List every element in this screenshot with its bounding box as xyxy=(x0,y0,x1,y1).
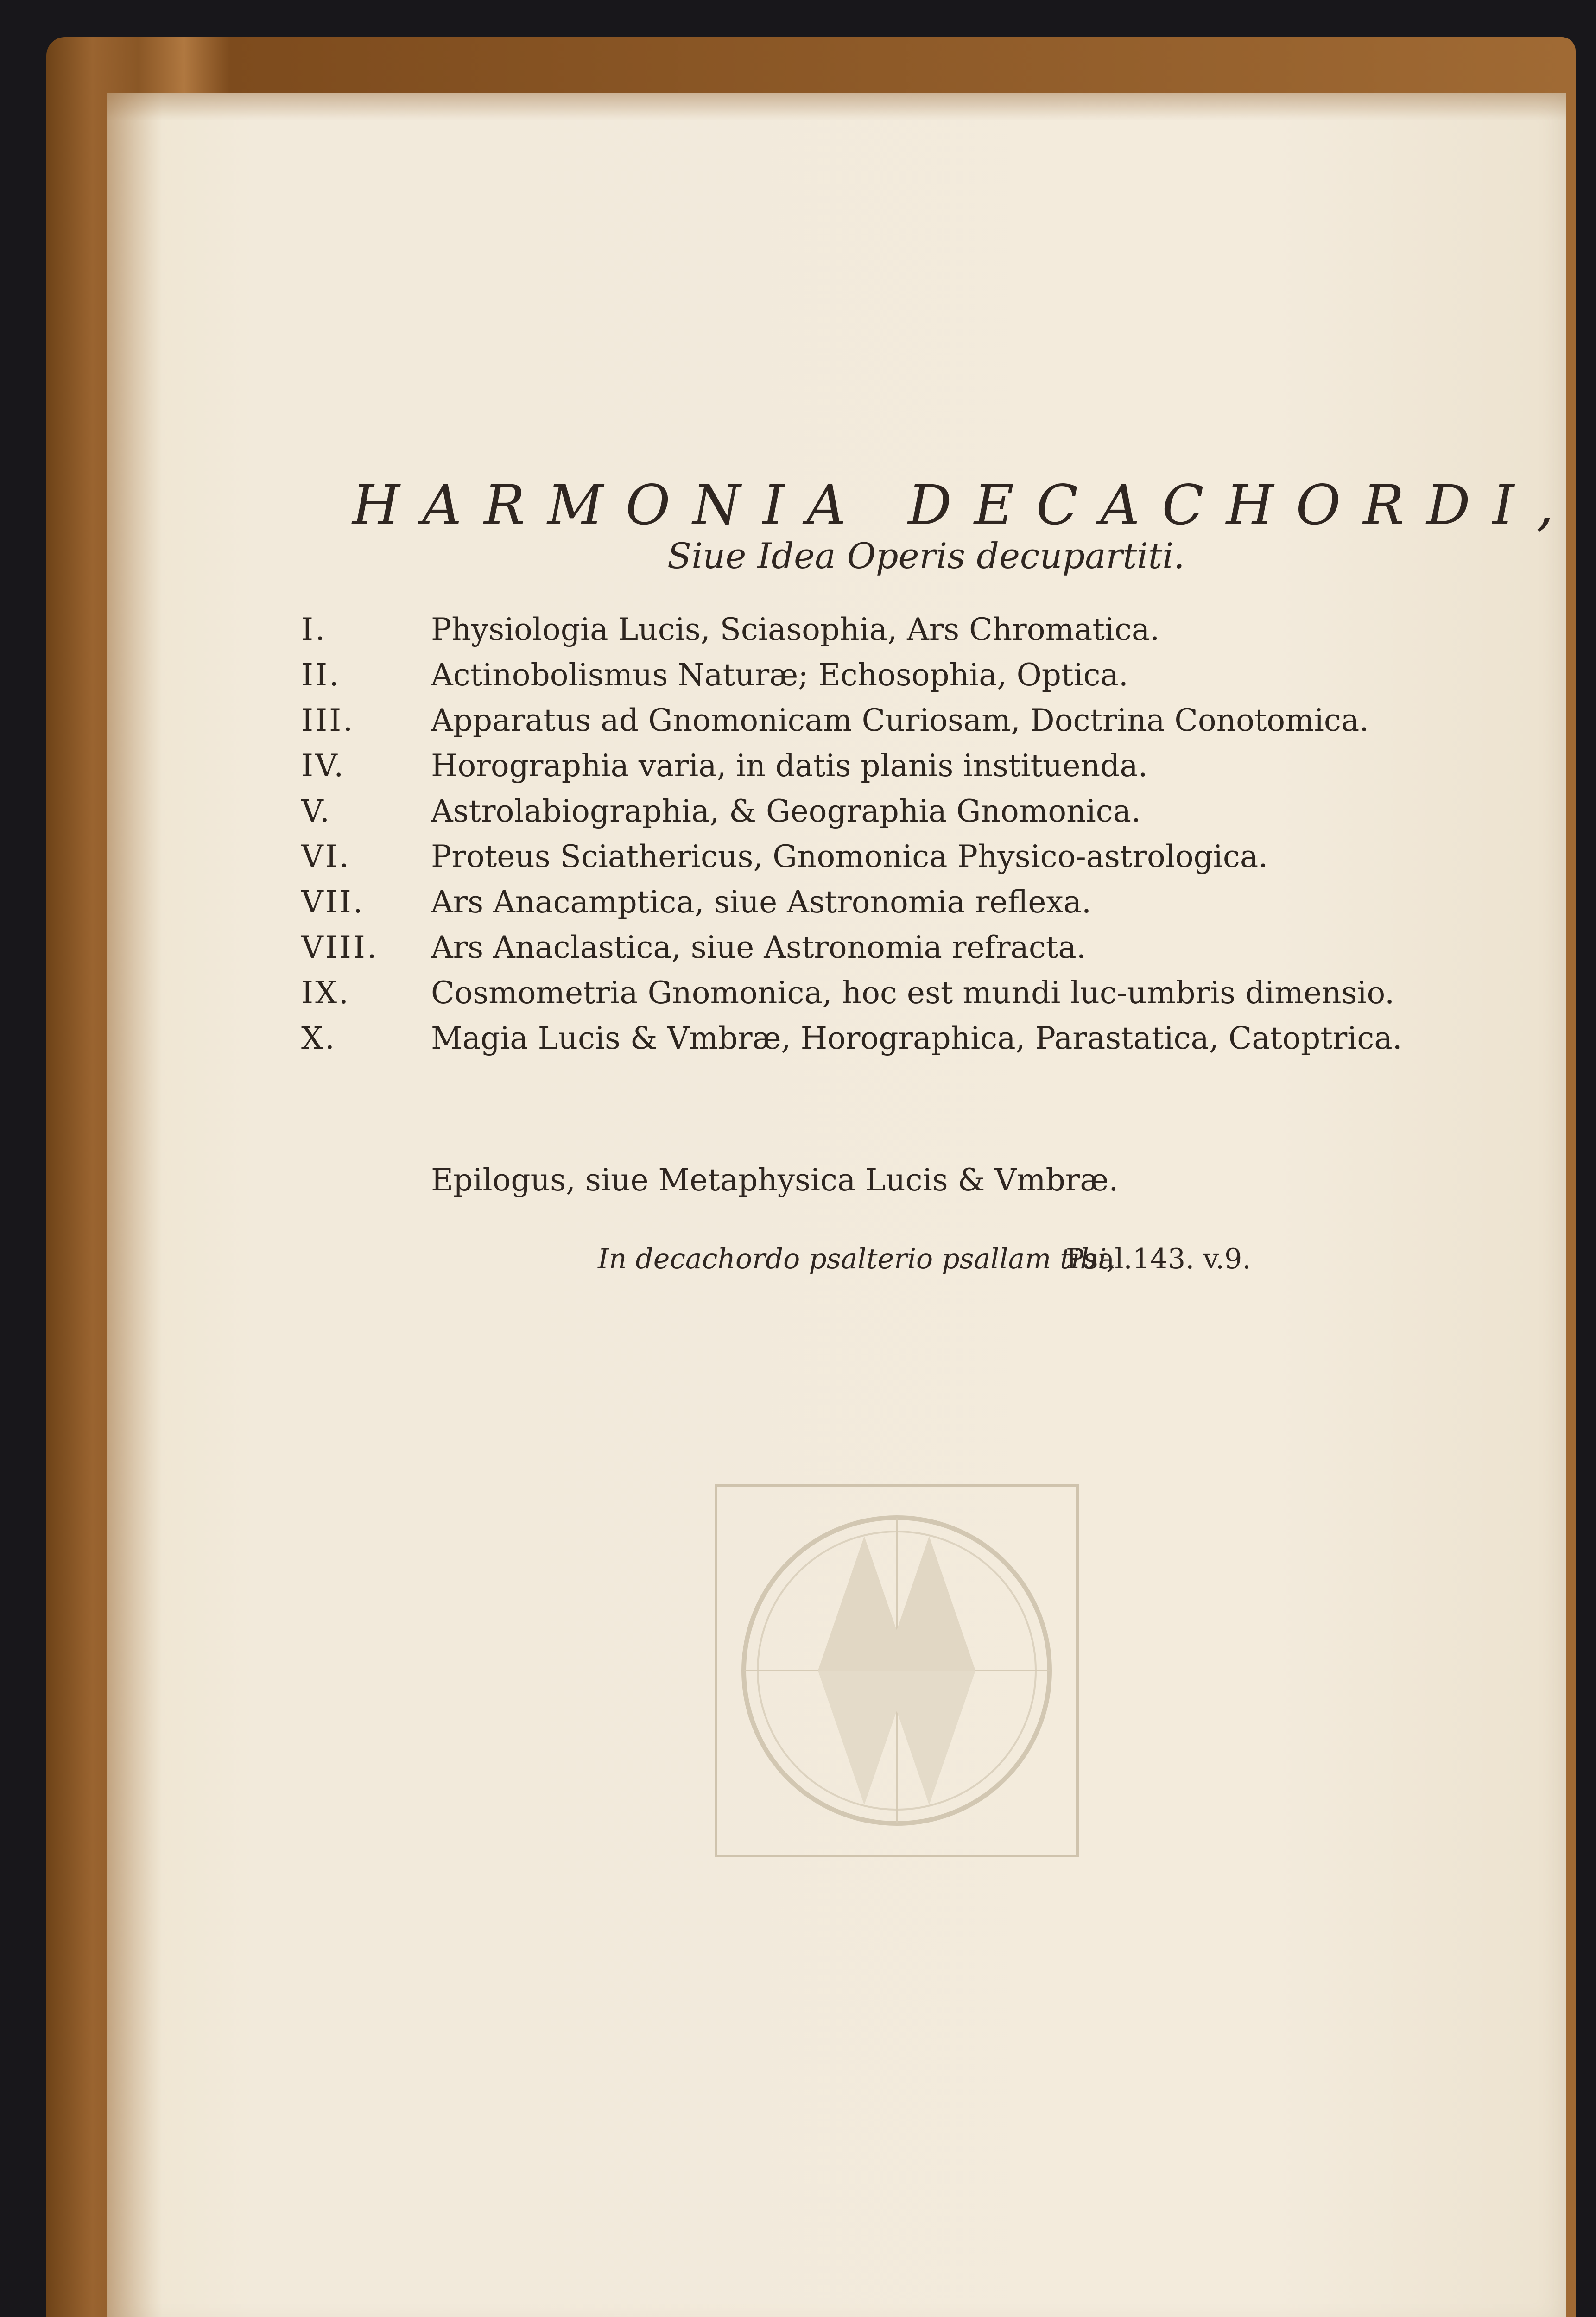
contents-row xyxy=(301,743,1506,789)
book-numeral: II. xyxy=(301,657,341,693)
contents-row xyxy=(301,880,1506,925)
contents-row xyxy=(301,925,1506,970)
book-numeral: IX. xyxy=(301,975,351,1011)
contents-list xyxy=(301,607,1506,1061)
book-title: Physiologia Lucis, Sciasophia, Ars Chromatica. xyxy=(431,612,1160,647)
book-numeral: IV. xyxy=(301,748,346,784)
book-title: Astrolabiographia, & Geographia Gnomonica. xyxy=(431,793,1141,829)
page-left-edge-shadow xyxy=(107,93,162,2317)
contents-row xyxy=(301,698,1506,743)
book-title: Actinobolismus Naturæ; Echosophia, Optica. xyxy=(431,657,1128,693)
book-title: Magia Lucis & Vmbræ, Horographica, Parastatica, Catoptrica. xyxy=(431,1020,1402,1056)
motto-line: In decachordo psalterio psallam tibi, xyxy=(598,1243,1116,1275)
psalm-reference: Psal.143. v.9. xyxy=(1066,1243,1251,1275)
contents-row xyxy=(301,1016,1506,1061)
book-numeral: X. xyxy=(301,1020,336,1056)
book-title: Proteus Sciathericus, Gnomonica Physico-astrologica. xyxy=(431,839,1268,874)
book-title: Ars Anacamptica, siue Astronomia reflexa. xyxy=(431,884,1091,920)
book-numeral: I. xyxy=(301,612,327,647)
contents-row xyxy=(301,652,1506,698)
book-title: Apparatus ad Gnomonicam Curiosam, Doctrina Conotomica. xyxy=(431,703,1369,738)
book-title: Ars Anaclastica, siue Astronomia refracta. xyxy=(431,930,1086,965)
page-title: HARMONIA DECACHORDI, xyxy=(352,473,1576,537)
page-subtitle: Siue Idea Operis decupartiti. xyxy=(667,535,1185,576)
book-page xyxy=(107,93,1576,2317)
book-title: Horographia varia, in datis planis instituenda. xyxy=(431,748,1148,784)
contents-row xyxy=(301,789,1506,834)
contents-row xyxy=(301,607,1506,652)
book-title: Cosmometria Gnomonica, hoc est mundi luc-umbris dimensio. xyxy=(431,975,1395,1011)
page-top-edge-shadow xyxy=(107,93,1566,120)
book-numeral: III. xyxy=(301,703,355,738)
contents-row xyxy=(301,834,1506,880)
book-numeral: VI. xyxy=(301,839,351,874)
show-through-emblem xyxy=(711,1481,1082,1861)
book-numeral: V. xyxy=(301,793,332,829)
book-numeral: VII. xyxy=(301,884,365,920)
contents-row xyxy=(301,970,1506,1016)
epilogue-line: Epilogus, siue Metaphysica Lucis & Vmbræ. xyxy=(431,1162,1119,1198)
book-numeral: VIII. xyxy=(301,930,379,965)
